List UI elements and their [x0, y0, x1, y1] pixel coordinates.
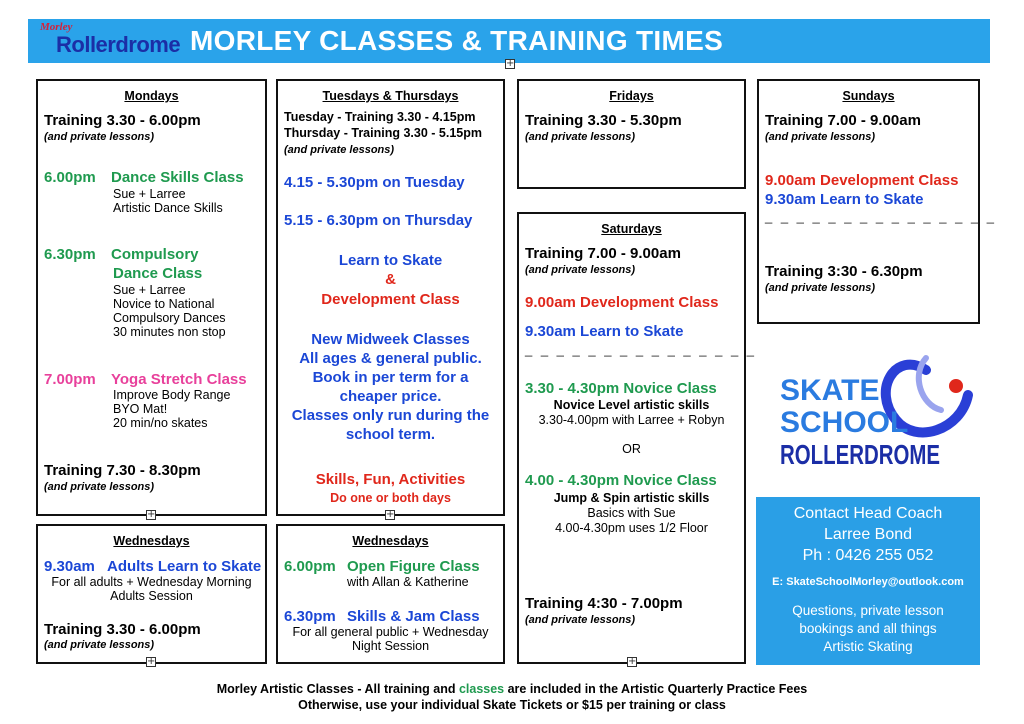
coach-email-link[interactable]: E: SkateSchoolMorley@outlook.com — [772, 576, 964, 588]
development-class: Development Class — [321, 291, 460, 308]
novice-2-line-3: 4.00-4.30pm uses 1/2 Floor — [555, 521, 708, 535]
page-title: MORLEY CLASSES & TRAINING TIMES — [190, 25, 724, 56]
open-figure-class: Open Figure Class — [347, 558, 480, 575]
footer-post: are included in the Artistic Quarterly Practice Fees — [504, 682, 808, 696]
sundays-box — [757, 79, 997, 324]
wed1-line-1: For all adults + Wednesday Morning — [51, 575, 252, 589]
mondays-training-1: Training 3.30 - 6.00pm — [44, 112, 201, 129]
expand-handle-icon[interactable]: + — [147, 509, 156, 520]
expand-handle-icon[interactable]: + — [628, 656, 637, 667]
novice-2-line-2: Basics with Sue — [587, 506, 676, 520]
dance-skills-line-2: Artistic Dance Skills — [113, 201, 223, 215]
yoga-line-3: 20 min/no skates — [113, 416, 208, 430]
wed1-line-2: Adults Session — [110, 589, 193, 603]
wednesdays-evening-box — [276, 524, 505, 664]
yoga-time: 7.00pm — [44, 371, 96, 388]
dance-skills-time: 6.00pm — [44, 169, 96, 186]
learn-to-skate: Learn to Skate — [338, 252, 443, 269]
expand-handle-icon[interactable]: + — [386, 509, 395, 520]
wed1-class-name: Adults Learn to Skate — [107, 558, 262, 575]
wed2-line-1: with Allan & Katherine — [347, 575, 469, 589]
sundays-training-1: Training 7.00 - 9.00am — [765, 112, 921, 129]
footer-pre: Morley Artistic Classes - All training and — [216, 682, 459, 696]
logo-small-text: Morley — [40, 21, 73, 33]
midweek-line-1: New Midweek Classes — [311, 331, 470, 348]
sundays-training-2: Training 3:30 - 6.30pm — [765, 263, 923, 280]
skills-jam-class: Skills & Jam Class — [347, 608, 480, 625]
fridays-training: Training 3.30 - 5.30pm — [525, 112, 682, 129]
tuethu-private: (and private lessons) — [284, 144, 395, 156]
fridays-box — [517, 79, 746, 189]
wed2-time-1: 6.00pm — [284, 558, 336, 575]
or-label: OR — [622, 442, 641, 456]
saturdays-private-2: (and private lessons) — [525, 614, 636, 626]
footer-line-1 — [0, 682, 1024, 696]
logo-skate-text: SKATE — [780, 374, 880, 407]
skate-school-logo — [776, 350, 976, 475]
expand-handle-icon[interactable]: + — [506, 58, 515, 69]
wednesdays-morning-box — [36, 524, 267, 664]
sundays-development: 9.00am Development Class — [765, 172, 959, 189]
contact-heading: Contact Head Coach — [793, 505, 943, 522]
yoga-line-2: BYO Mat! — [113, 402, 168, 416]
dance-skills-name: Dance Skills Class — [111, 169, 244, 186]
thursday-class-time: 5.15 - 6.30pm on Thursday — [284, 212, 473, 229]
saturdays-box — [517, 212, 757, 664]
footer-classes: classes — [458, 682, 505, 696]
expand-handle-icon[interactable]: + — [147, 656, 156, 667]
contact-note-3: Artistic Skating — [823, 639, 913, 654]
red-dot-icon — [949, 379, 963, 393]
ampersand: & — [385, 271, 396, 288]
tuesday-class-time: 4.15 - 5.30pm on Tuesday — [284, 174, 465, 191]
saturdays-training-1: Training 7.00 - 9.00am — [525, 245, 681, 262]
yoga-line-1: Improve Body Range — [113, 388, 231, 402]
wed1-training: Training 3.30 - 6.00pm — [44, 621, 201, 638]
novice-2-line-1: Jump & Spin artistic skills — [553, 491, 710, 505]
wed2-title: Wednesdays — [352, 534, 429, 548]
compulsory-line-4: 30 minutes non stop — [113, 325, 226, 339]
mondays-private-1: (and private lessons) — [44, 131, 155, 143]
contact-note-1: Questions, private lesson — [792, 603, 944, 618]
sundays-private-1: (and private lessons) — [765, 131, 876, 143]
midweek-line-6: school term. — [345, 426, 436, 443]
midweek-line-3: Book in per term for a — [312, 369, 469, 386]
compulsory-line-3: Compulsory Dances — [113, 311, 226, 325]
midweek-line-2: All ages & general public. — [299, 350, 482, 367]
compulsory-name-2: Dance Class — [113, 265, 203, 282]
contact-note-2: bookings and all things — [799, 621, 937, 636]
dance-skills-line-1: Sue + Larree — [113, 187, 186, 201]
footer-line-2: Otherwise, use your individual Skate Tickets or $15 per training or class — [298, 698, 726, 712]
skills-fun-activities: Skills, Fun, Activities — [315, 471, 466, 488]
saturdays-private-1: (and private lessons) — [525, 264, 636, 276]
novice-class-2: 4.00 - 4.30pm Novice Class — [525, 472, 717, 489]
saturdays-development: 9.00am Development Class — [525, 294, 719, 311]
wed1-time: 9.30am — [44, 558, 95, 575]
novice-1-line-2: 3.30-4.00pm with Larree + Robyn — [538, 413, 725, 427]
saturdays-divider: _ _ _ _ _ _ _ _ _ _ _ _ _ _ _ — [525, 342, 757, 357]
sundays-private-2: (and private lessons) — [765, 282, 876, 294]
mondays-training-2: Training 7.30 - 8.30pm — [44, 462, 201, 479]
saturdays-title: Saturdays — [601, 222, 662, 236]
tuesday-training: Tuesday - Training 3.30 - 4.15pm — [284, 110, 476, 124]
sundays-title: Sundays — [842, 89, 895, 103]
mondays-private-2: (and private lessons) — [44, 481, 155, 493]
yoga-name: Yoga Stretch Class — [111, 371, 247, 388]
wed2-line-2: For all general public + Wednesday — [292, 625, 489, 639]
tuethu-title: Tuesdays & Thursdays — [322, 89, 459, 103]
compulsory-name-1: Compulsory — [111, 246, 199, 263]
wed2-line-3: Night Session — [351, 639, 430, 653]
thursday-training: Thursday - Training 3.30 - 5.15pm — [284, 126, 482, 140]
midweek-line-5: Classes only run during the — [291, 407, 490, 424]
logo-school-text: SCHOOL — [780, 406, 909, 439]
fridays-title: Fridays — [609, 89, 654, 103]
saturdays-training-2: Training 4:30 - 7.00pm — [525, 595, 683, 612]
sundays-learn-to-skate: 9.30am Learn to Skate — [765, 191, 924, 208]
wed2-time-2: 6.30pm — [284, 608, 336, 625]
wed1-private: (and private lessons) — [44, 639, 155, 651]
fridays-private: (and private lessons) — [525, 131, 636, 143]
saturdays-learn-to-skate: 9.30am Learn to Skate — [525, 323, 684, 340]
coach-phone: Ph : 0426 255 052 — [802, 547, 934, 564]
logo-rollerdrome-text: ROLLERDROME — [780, 439, 940, 470]
novice-class-1: 3.30 - 4.30pm Novice Class — [525, 380, 717, 397]
do-one-or-both: Do one or both days — [330, 491, 451, 505]
midweek-line-4: cheaper price. — [339, 388, 442, 405]
novice-1-line-1: Novice Level artistic skills — [553, 398, 710, 412]
wed1-title: Wednesdays — [113, 534, 190, 548]
sundays-divider: _ _ _ _ _ _ _ _ _ _ _ _ _ _ _ — [765, 209, 997, 224]
compulsory-line-1: Sue + Larree — [113, 283, 186, 297]
compulsory-line-2: Novice to National — [113, 297, 215, 311]
coach-name: Larree Bond — [823, 526, 913, 543]
mondays-title: Mondays — [124, 89, 179, 103]
mondays-box — [36, 79, 267, 516]
compulsory-time: 6.30pm — [44, 246, 96, 263]
tuesdays-thursdays-box — [276, 79, 505, 516]
rollerdrome-logo: Rollerdrome — [56, 32, 181, 57]
contact-panel — [756, 497, 980, 665]
